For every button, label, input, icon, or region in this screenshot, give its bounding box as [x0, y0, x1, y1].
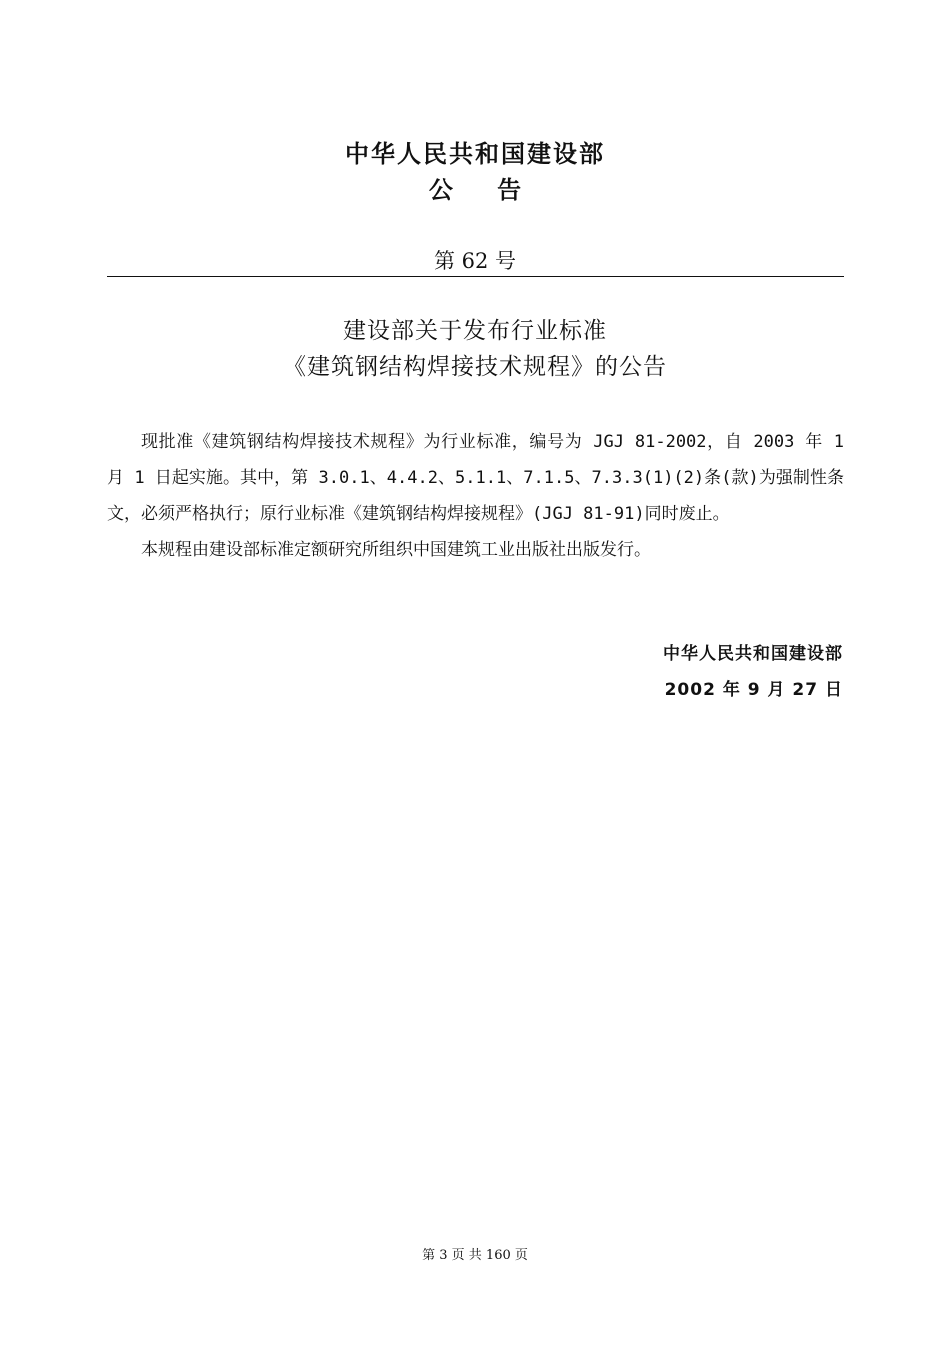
- subject-line-2: 《建筑钢结构焊接技术规程》的公告: [283, 354, 667, 380]
- page-indicator: 第 3 页 共 160 页: [422, 1248, 528, 1263]
- document-type-title: 公 告: [428, 176, 540, 204]
- announcement-body: [107, 424, 844, 568]
- signature-date: 2002 年 9 月 27 日: [664, 680, 843, 700]
- announcement-subject: [0, 313, 950, 385]
- header-divider: [107, 276, 844, 277]
- signature-issuer: 中华人民共和国建设部: [663, 644, 843, 664]
- body-paragraph-1: 现批准《建筑钢结构焊接技术规程》为行业标准，编号为 JGJ 81-2002，自 2003 年 1 月 1 日起实施。其中，第 3.0.1、4.4.2、5.1.1、7.1.5、7.3.3(1)(2)条(款)为强制性条文，必须严格执行；原行业标准《建筑钢结构焊接规程》(JGJ 81-91)同时废止。: [107, 432, 844, 524]
- issuer-title: 中华人民共和国建设部: [345, 140, 605, 168]
- announcement-number: 第 62 号: [433, 249, 517, 273]
- subject-line-1: 建设部关于发布行业标准: [343, 318, 607, 344]
- signature-block: [663, 636, 843, 708]
- body-paragraph-2: 本规程由建设部标准定额研究所组织中国建筑工业出版社出版发行。: [141, 540, 651, 560]
